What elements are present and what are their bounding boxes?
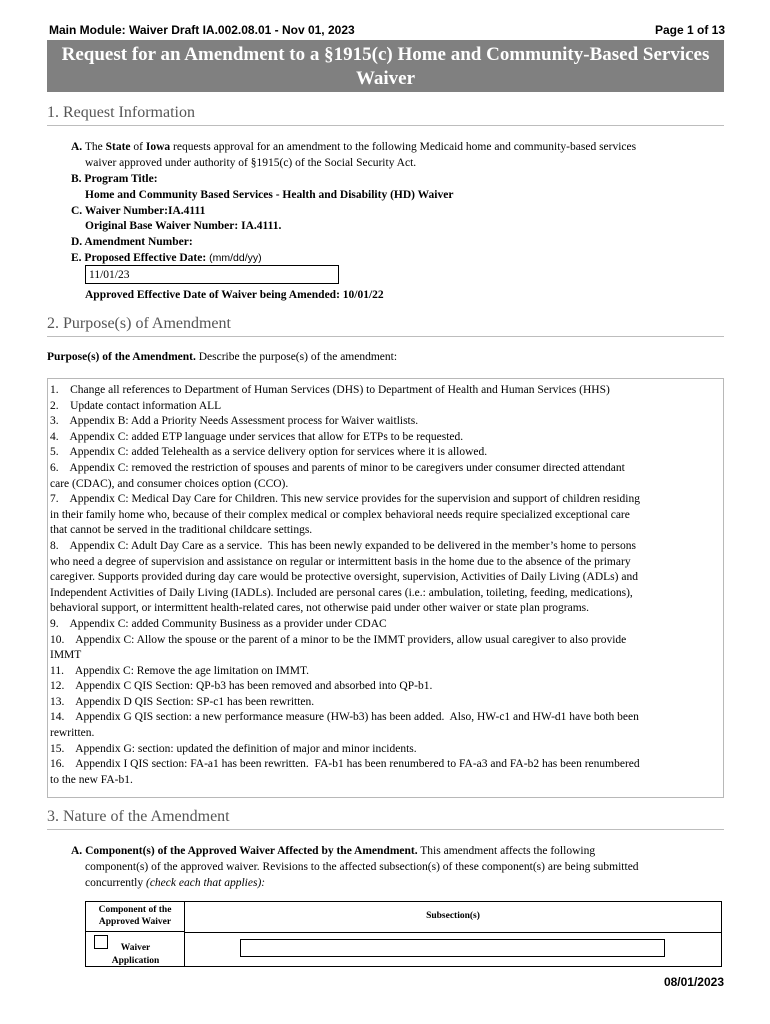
- purpose-line: 4. Appendix C: added ETP language under services that allow for ETPs to be requested.: [50, 430, 464, 443]
- purpose-line: 14. Appendix G QIS section: a new performance measure (HW-b3) has been added. Also, HW-c1 and HW-d1 have both been: [50, 711, 639, 724]
- item-a-of: of: [130, 141, 146, 153]
- page-header: [49, 23, 725, 38]
- date-format-hint: (mm/dd/yy): [206, 252, 262, 264]
- waiver-number: C. Waiver Number:IA.4111: [71, 205, 206, 217]
- purpose-line: to the new FA-b1.: [50, 773, 133, 786]
- request-line-a: [71, 139, 636, 155]
- purpose-line: 9. Appendix C: added Community Business as a provider under CDAC: [50, 617, 387, 630]
- table-row-waiver-application: [86, 932, 185, 966]
- nature-a-label: A.: [71, 845, 83, 857]
- waiver-application-label: [86, 942, 185, 968]
- effective-date-title: E. Proposed Effective Date:: [71, 252, 207, 264]
- purpose-line: 2. Update contact information ALL: [50, 399, 222, 412]
- section-1-heading: 1. Request Information: [47, 104, 724, 126]
- purpose-line: care (CDAC), and consumer choices option (CCO).: [50, 477, 289, 490]
- waiver-application-line2: Application: [111, 956, 160, 966]
- document-title: [47, 40, 724, 92]
- item-a-label: A.: [71, 141, 83, 153]
- program-title-value: Home and Community Based Services - Health and Disability (HD) Waiver: [85, 189, 454, 201]
- program-title-label: B. Program Title:: [71, 173, 158, 185]
- purpose-lines: [50, 383, 721, 788]
- purpose-line: 6. Appendix C: removed the restriction of spouses and parents of minor to be caregivers under consumer directed attendant: [50, 461, 625, 474]
- nature-a3-text: concurrently: [85, 877, 146, 889]
- footer-date: 08/01/2023: [663, 975, 724, 989]
- module-label: Main Module: Waiver Draft IA.002.08.01 - Nov 01, 2023: [49, 23, 355, 37]
- purpose-line: 12. Appendix C QIS Section: QP-b3 has been removed and absorbed into QP-b1.: [50, 680, 433, 693]
- header-component-line1: Component of the: [98, 905, 172, 915]
- purpose-intro-label: Purpose(s) of the Amendment.: [47, 351, 196, 363]
- purpose-line: that cannot be served in the traditional childcare settings.: [50, 524, 313, 537]
- section-2-heading: 2. Purpose(s) of Amendment: [47, 315, 724, 337]
- purpose-line: 3. Appendix B: Add a Priority Needs Assessment process for Waiver waitlists.: [50, 415, 419, 428]
- request-line-a2: waiver approved under authority of §1915(c) of the Social Security Act.: [85, 157, 417, 169]
- component-table: [85, 901, 722, 967]
- nature-line-a2: component(s) of the approved waiver. Revisions to the affected subsection(s) of these component(s) are being submitted: [85, 861, 639, 873]
- purpose-line: 8. Appendix C: Adult Day Care as a service. This has been newly expanded to be delivered in the member’s home to persons: [50, 539, 636, 552]
- purpose-line: caregiver. Supports provided during day care would be protective oversight, supervision, Activities of Daily Living (ADLs) and: [50, 571, 638, 584]
- purpose-line: 7. Appendix C: Medical Day Care for Children. This new service provides for the supervision and support of children residing: [50, 493, 640, 506]
- nature-line-a3: [85, 875, 265, 891]
- effective-date-field[interactable]: 11/01/23: [85, 265, 339, 284]
- purpose-line: 16. Appendix I QIS section: FA-a1 has been rewritten. FA-b1 has been renumbered to FA-a3 and FA-b2 has been renumbered: [50, 758, 640, 771]
- nature-line-a: [71, 843, 595, 859]
- section-3-heading: 3. Nature of the Amendment: [47, 808, 724, 830]
- item-a-rest: requests approval for an amendment to the following Medicaid home and community-based services: [170, 141, 637, 153]
- purpose-line: behavioral support, or intermittent health-related cares, not otherwise paid under other waiver or state plan programs.: [50, 602, 590, 615]
- approved-effective-date: Approved Effective Date of Waiver being Amended: 10/01/22: [85, 289, 384, 301]
- purpose-intro: [47, 349, 397, 365]
- page-number: Page 1 of 13: [654, 23, 725, 37]
- purpose-line: 1. Change all references to Department of Human Services (DHS) to Department of Health and Human Services (HHS): [50, 384, 610, 396]
- purpose-line: 5. Appendix C: added Telehealth as a service delivery option for services where it is allowed.: [50, 446, 488, 459]
- purpose-line: Independent Activities of Daily Living (IADLs). Included are personal cares (i.e.: ambulation, toileting, feeding, medications),: [50, 586, 633, 599]
- state-value: Iowa: [145, 141, 171, 153]
- purpose-line: 13. Appendix D QIS Section: SP-c1 has been rewritten.: [50, 695, 315, 708]
- purpose-intro-text: Describe the purpose(s) of the amendment:: [195, 351, 398, 363]
- subsection-input[interactable]: [240, 939, 665, 957]
- purpose-line: IMMT: [50, 649, 82, 662]
- purpose-line: in their family home who, because of their complex medical or complex behavioral needs require specialized exceptional care: [50, 508, 630, 521]
- purpose-textarea[interactable]: [47, 378, 724, 798]
- title-line-1: Request for an Amendment to a §1915(c) Home and Community-Based Services: [61, 44, 710, 65]
- table-header-component: [86, 902, 185, 932]
- purpose-line: 11. Appendix C: Remove the age limitation on IMMT.: [50, 664, 310, 677]
- effective-date-label: [71, 250, 262, 266]
- purpose-line: who need a degree of supervision and assistance on regular or intermittent basis in the home due to the absence of the primary: [50, 555, 631, 568]
- amendment-number-label: D. Amendment Number:: [71, 236, 193, 248]
- subsection-cell: [185, 932, 721, 966]
- item-a-text: The: [84, 141, 106, 153]
- nature-a-title: Component(s) of the Approved Waiver Affected by the Amendment.: [85, 845, 418, 857]
- header-component-line2: Approved Waiver: [98, 917, 172, 927]
- nature-a-text: This amendment affects the following: [417, 845, 596, 857]
- original-waiver-number: Original Base Waiver Number: IA.4111.: [85, 220, 282, 232]
- purpose-line: rewritten.: [50, 727, 95, 740]
- waiver-application-line1: Waiver: [120, 943, 151, 953]
- nature-a3-hint: (check each that applies):: [146, 877, 266, 889]
- purpose-line: 10. Appendix C: Allow the spouse or the parent of a minor to be the IMMT providers, allow usual caregiver to also provide: [50, 633, 627, 646]
- title-line-2: Waiver: [355, 68, 416, 89]
- purpose-line: 15. Appendix G: section: updated the definition of major and minor incidents.: [50, 742, 417, 755]
- state-label: State: [105, 141, 131, 153]
- table-header-subsections: Subsection(s): [185, 902, 721, 933]
